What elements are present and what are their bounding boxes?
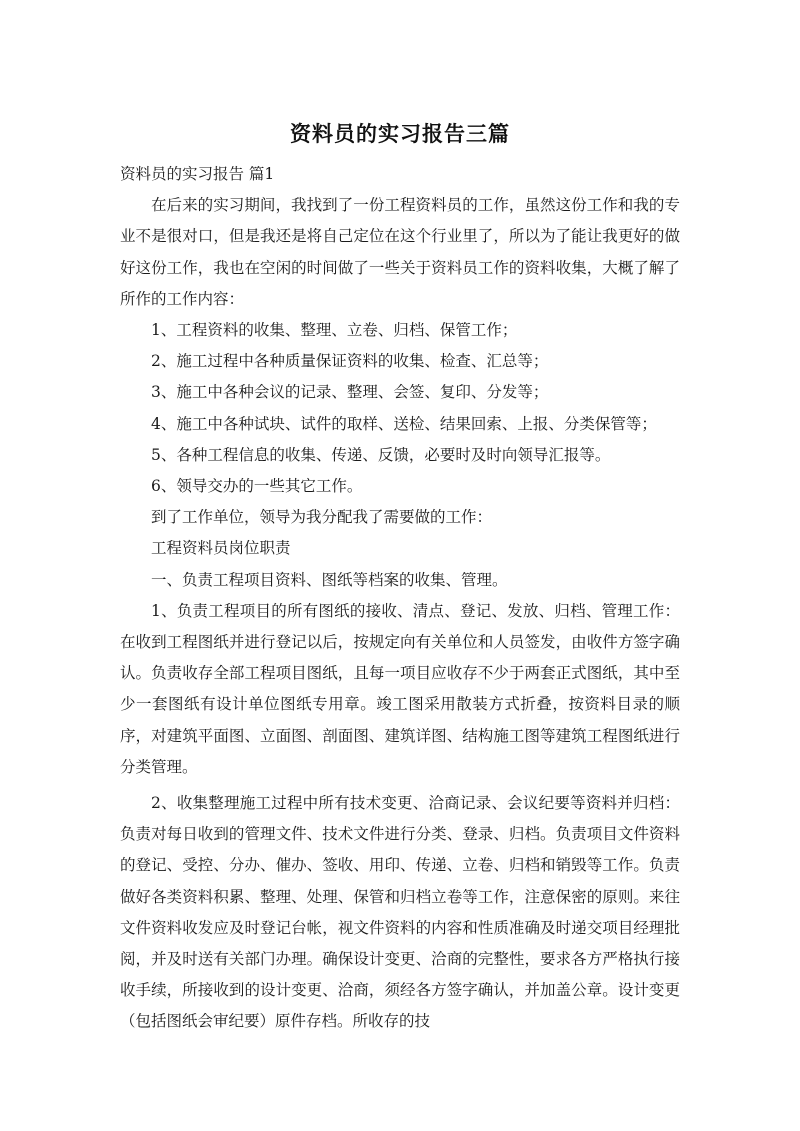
paragraph: 到了工作单位，领导为我分配我了需要做的工作： <box>151 508 493 527</box>
document-body <box>120 159 680 1038</box>
list-item: 6、领导交办的一些其它工作。 <box>151 477 363 496</box>
list-item: 2、施工过程中各种质量保证资料的收集、检查、汇总等； <box>151 352 549 371</box>
section-heading: 资料员的实习报告 篇1 <box>120 165 275 183</box>
document-title: 资料员的实习报告三篇 <box>290 122 510 146</box>
list-item: 5、各种工程信息的收集、传递、反馈，必要时及时向领导汇报等。 <box>151 445 611 464</box>
paragraph: 1、负责工程项目的所有图纸的接收、清点、登记、发放、归档、管理工作：在收到工程图纸并进行登记以后，按规定向有关单位和人员签发，由收件方签字确认。负责收存全部工程项目图纸，且每一项目应收存不少于两套正式图纸，其中至少一套图纸有设计单位图纸专用章。竣工图采用散装方式折叠，按资料目录的顺序，对建筑平面图、立面图、剖面图、建筑详图、结构施工图等建筑工程图纸进行分类管理。 <box>120 601 680 776</box>
list-item: 3、施工中各种会议的记录、整理、会签、复印、分发等； <box>151 383 549 402</box>
paragraph: 2、收集整理施工过程中所有技术变更、洽商记录、会议纪要等资料并归档：负责对每日收到的管理文件、技术文件进行分类、登录、归档。负责项目文件资料的登记、受控、分办、催办、签收、用印、传递、立卷、归档和销毁等工作。负责做好各类资料积累、整理、处理、保管和归档立卷等工作，注意保密的原则。来往文件资料收发应及时登记台帐，视文件资料的内容和性质准确及时递交项目经理批阅，并及时送有关部门办理。确保设计变更、洽商的完整性，要求各方严格执行接收手续，所接收到的设计变更、洽商，须经各方签字确认，并加盖公章。设计变更（包括图纸会审纪要）原件存档。所收存的技 <box>120 794 680 1031</box>
paragraph: 在后来的实习期间，我找到了一份工程资料员的工作，虽然这份工作和我的专业不是很对口，但是我还是将自己定位在这个行业里了，所以为了能让我更好的做好这份工作，我也在空闲的时间做了一些关于资料员工作的资料收集，大概了解了所作的工作内容： <box>120 196 680 308</box>
list-item: 1、工程资料的收集、整理、立卷、归档、保管工作； <box>151 321 518 340</box>
paragraph: 一、负责工程项目资料、图纸等档案的收集、管理。 <box>151 570 508 589</box>
subheading: 工程资料员岗位职责 <box>151 539 291 558</box>
list-item: 4、施工中各种试块、试件的取样、送检、结果回索、上报、分类保管等； <box>151 414 657 433</box>
